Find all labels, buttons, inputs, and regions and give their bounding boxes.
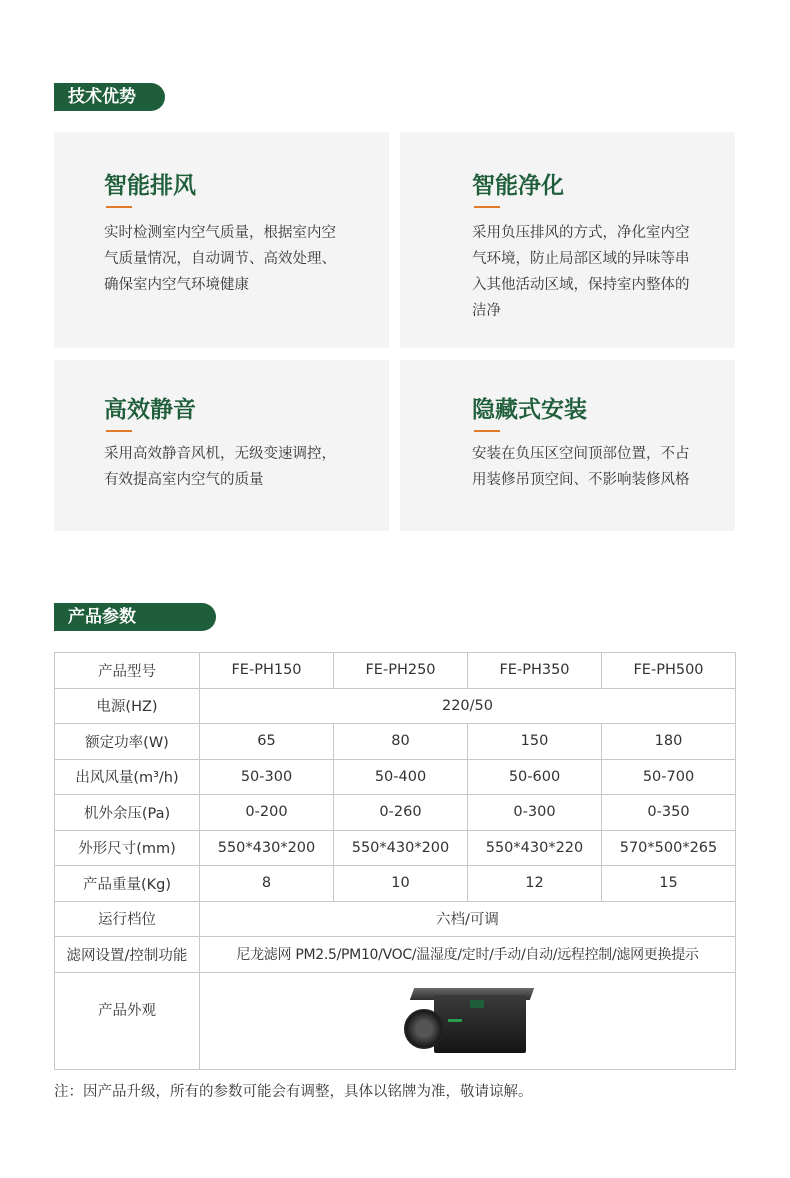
spec-table — [54, 652, 736, 1070]
table-row-gears — [55, 901, 736, 937]
row-label: 电源(HZ) — [55, 688, 200, 724]
model-cell: FE-PH350 — [468, 653, 602, 689]
model-cell: FE-PH150 — [200, 653, 334, 689]
table-cell: 尼龙滤网 PM2.5/PM10/VOC/温湿度/定时/手动/自动/远程控制/滤网更换提示 — [200, 937, 736, 973]
product-image — [400, 985, 536, 1057]
table-cell: 550*430*200 — [334, 830, 468, 866]
section-title-params: 产品参数 — [54, 603, 216, 631]
table-cell: 15 — [602, 866, 736, 902]
table-cell: 50-400 — [334, 759, 468, 795]
row-label: 滤网设置/控制功能 — [55, 937, 200, 973]
footnote: 注：因产品升级，所有的参数可能会有调整，具体以铭牌为准，敬请谅解。 — [54, 1084, 533, 1100]
section-title-advantages: 技术优势 — [54, 83, 165, 111]
advantage-card-smart-exhaust — [54, 132, 389, 348]
table-row-rated-power — [55, 724, 736, 760]
table-row-airflow — [55, 759, 736, 795]
product-logo-plate — [470, 1000, 484, 1008]
table-cell: 50-300 — [200, 759, 334, 795]
table-cell: 0-300 — [468, 795, 602, 831]
table-cell: 0-260 — [334, 795, 468, 831]
card-divider — [474, 206, 500, 208]
table-cell: 80 — [334, 724, 468, 760]
product-arrow-icon — [448, 1019, 462, 1022]
card-text: 采用负压排风的方式，净化室内空气环境，防止局部区域的异味等串入其他活动区域，保持室内整体的洁净 — [472, 225, 690, 319]
card-text: 安装在负压区空间顶部位置，不占用装修吊顶空间、不影响装修风格 — [472, 446, 690, 488]
card-divider — [474, 430, 500, 432]
table-row-dimensions — [55, 830, 736, 866]
row-label: 出风风量(m³/h) — [55, 759, 200, 795]
card-title: 高效静音 — [104, 397, 196, 423]
table-row-weight — [55, 866, 736, 902]
table-cell: 570*500*265 — [602, 830, 736, 866]
table-row-power-source — [55, 688, 736, 724]
table-cell: 50-600 — [468, 759, 602, 795]
table-row-appearance — [55, 972, 736, 1069]
row-label: 产品型号 — [55, 653, 200, 689]
advantage-card-concealed-install — [400, 360, 735, 531]
model-cell: FE-PH250 — [334, 653, 468, 689]
card-title: 智能净化 — [472, 173, 564, 199]
table-row-model — [55, 653, 736, 689]
table-cell: 12 — [468, 866, 602, 902]
row-label: 产品重量(Kg) — [55, 866, 200, 902]
model-cell: FE-PH500 — [602, 653, 736, 689]
row-label: 机外余压(Pa) — [55, 795, 200, 831]
table-cell: 8 — [200, 866, 334, 902]
table-cell — [200, 972, 736, 1069]
table-cell: 六档/可调 — [200, 901, 736, 937]
table-cell: 50-700 — [602, 759, 736, 795]
row-label: 产品外观 — [55, 972, 200, 1069]
card-divider — [106, 206, 132, 208]
card-divider — [106, 430, 132, 432]
row-label: 外形尺寸(mm) — [55, 830, 200, 866]
card-text: 实时检测室内空气质量，根据室内空气质量情况，自动调节、高效处理、确保室内空气环境健康 — [104, 225, 336, 293]
table-cell: 10 — [334, 866, 468, 902]
row-label: 运行档位 — [55, 901, 200, 937]
table-cell: 550*430*200 — [200, 830, 334, 866]
table-row-filter — [55, 937, 736, 973]
advantage-card-silent — [54, 360, 389, 531]
table-cell: 0-350 — [602, 795, 736, 831]
table-cell: 550*430*220 — [468, 830, 602, 866]
table-row-static-pressure — [55, 795, 736, 831]
table-cell: 150 — [468, 724, 602, 760]
advantage-card-smart-purify — [400, 132, 735, 348]
card-title: 隐藏式安装 — [472, 397, 587, 423]
table-cell: 65 — [200, 724, 334, 760]
table-cell: 180 — [602, 724, 736, 760]
row-label: 额定功率(W) — [55, 724, 200, 760]
product-duct-outlet — [404, 1009, 444, 1049]
card-title: 智能排风 — [104, 173, 196, 199]
table-cell: 0-200 — [200, 795, 334, 831]
card-text: 采用高效静音风机，无级变速调控，有效提高室内空气的质量 — [104, 446, 336, 488]
table-cell: 220/50 — [200, 688, 736, 724]
